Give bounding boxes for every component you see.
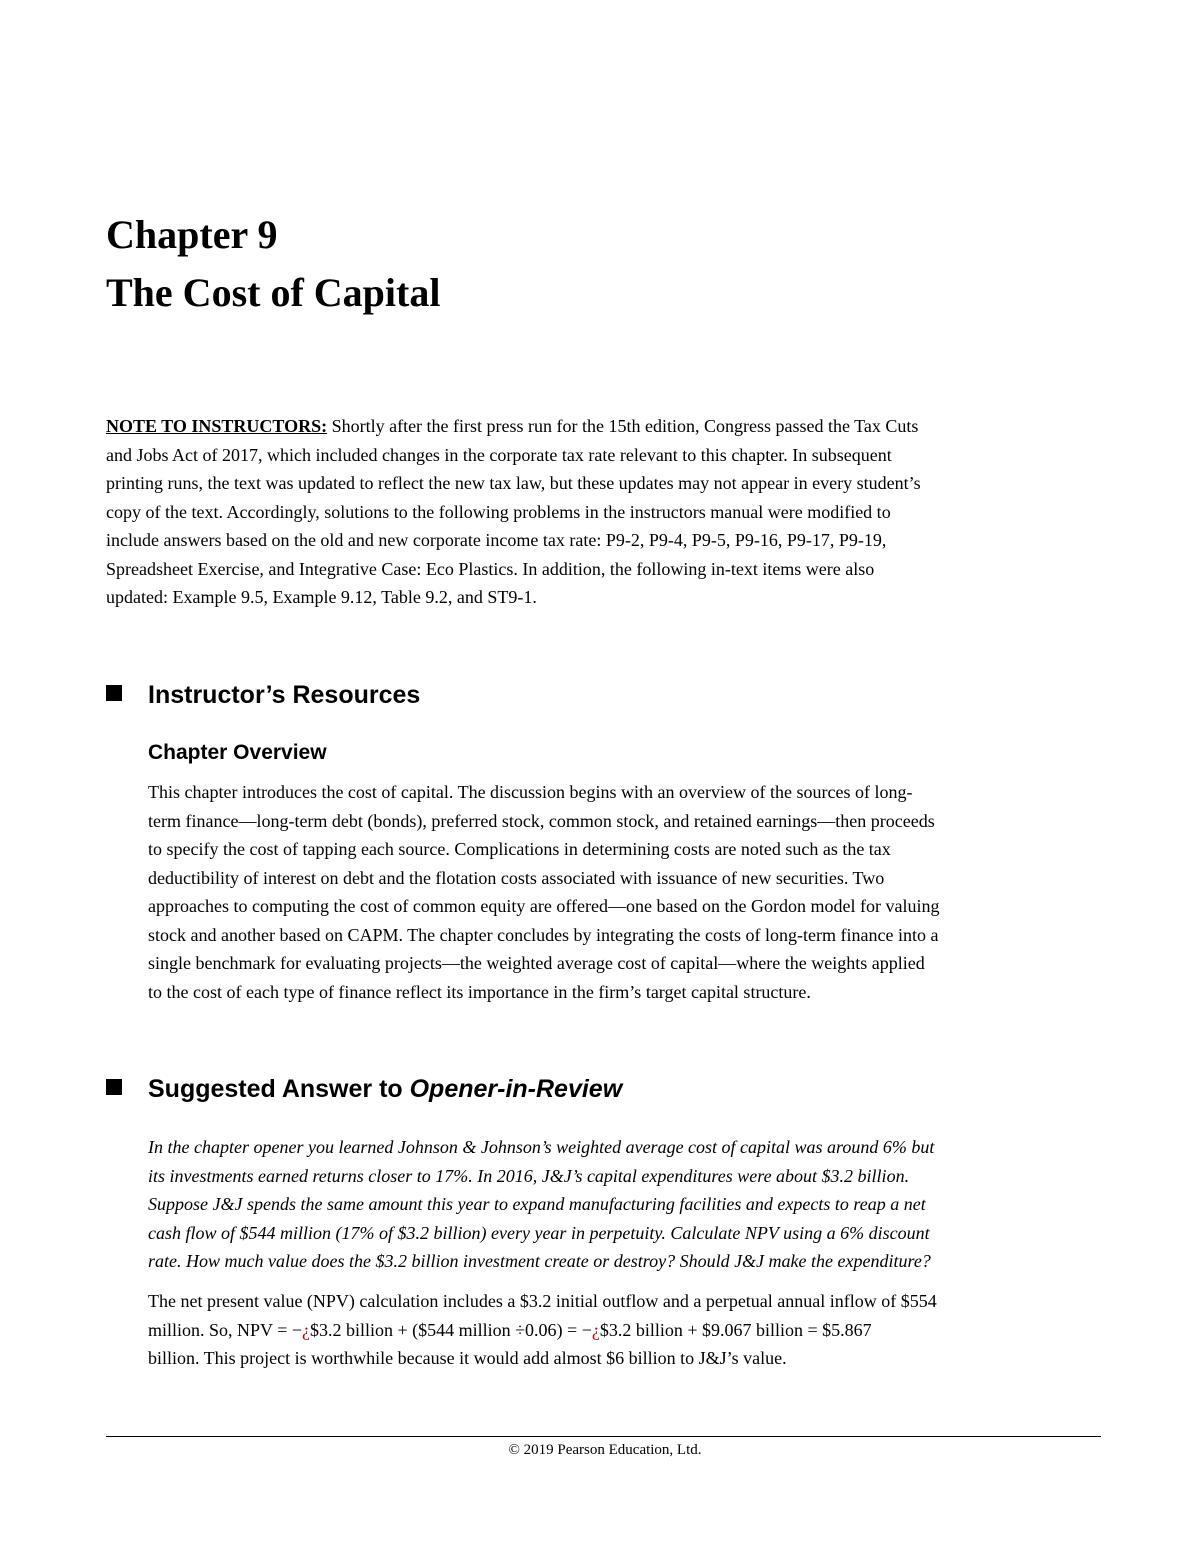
note-line: updated: Example 9.5, Example 9.12, Table 9.2, and ST9-1.	[106, 587, 537, 607]
section-heading-opener: Suggested Answer to Opener-in-Review	[106, 1074, 622, 1104]
note-line: NOTE TO INSTRUCTORS: Shortly after the first press run for the 15th edition, Congress passed the Tax Cuts	[106, 416, 919, 436]
footer-divider	[106, 1436, 1101, 1437]
note-line: include answers based on the old and new corporate income tax rate: P9-2, P9-4, P9-5, P9-16, P9-17, P9-19,	[106, 530, 887, 550]
division-expression: ÷0.06	[515, 1319, 557, 1340]
chapter-number: Chapter 9	[106, 212, 278, 257]
chapter-title	[106, 206, 440, 322]
note-line: and Jobs Act of 2017, which included changes in the corporate tax rate relevant to this chapter. In subsequent	[106, 444, 892, 465]
square-bullet-icon	[106, 1079, 122, 1095]
note-line: copy of the text. Accordingly, solutions to the following problems in the instructors manual were modified to	[106, 501, 891, 522]
minus-sign: −	[581, 1319, 592, 1340]
note-label: NOTE TO INSTRUCTORS:	[106, 416, 328, 436]
opener-answer: The net present value (NPV) calculation includes a $3.2 initial outflow and a perpetual annual inflow of $554 million. So, NPV = −¿$3.2 billion + ($544 million ÷0.06) = −¿$3.2 billion + $9.067 billion = $5.867 billion. This project is worthwhile because it would add almost $6 billion to J&J’s value.	[148, 1291, 937, 1368]
chapter-overview-heading: Chapter Overview	[148, 741, 327, 764]
note-to-instructors	[106, 412, 1106, 612]
garbled-glyph: ¿	[302, 1319, 311, 1340]
note-line: printing runs, the text was updated to reflect the new tax law, but these updates may not appear in every student’s	[106, 473, 921, 493]
chapter-name: The Cost of Capital	[106, 270, 441, 315]
opener-question: In the chapter opener you learned Johnson & Johnson’s weighted average cost of capital was around 6% but its investments earned returns closer to 17%. In 2016, J&J’s capital expenditures were about $3.2 billion. Suppose J&J spends the same amount this year to expand manufacturing facilities and expects to reap a net cash flow of $544 million (17% of $3.2 billion) every year in perpetuity. Calculate NPV using a 6% discount rate. How much value does the $3.2 billion investment create or destroy? Should J&J make the expenditure?	[148, 1137, 935, 1271]
minus-sign: −	[291, 1319, 303, 1340]
footer-copyright: © 2019 Pearson Education, Ltd.	[508, 1442, 702, 1458]
square-bullet-icon	[106, 685, 122, 701]
garbled-glyph: ¿	[591, 1319, 600, 1340]
chapter-overview-text: This chapter introduces the cost of capital. The discussion begins with an overview of the sources of long- term finance—long-term debt (bonds), preferred stock, common stock, and retained earnings—then proceeds to specify the cost of tapping each source. Complications in determining costs are noted such as the tax deductibility of interest on debt and the flotation costs associated with issuance of new securities. Two approaches to computing the cost of common equity are offered—one based on the Gordon model for valuing stock and another based on CAPM. The chapter concludes by integrating the costs of long-term finance into a single benchmark for evaluating projects—the weighted average cost of capital—where the weights applied to the cost of each type of finance reflect its importance in the firm’s target capital structure.	[148, 782, 940, 1002]
note-line: Spreadsheet Exercise, and Integrative Case: Eco Plastics. In addition, the following in-text items were also	[106, 558, 875, 579]
section-heading-resources: Instructor’s Resources	[106, 680, 420, 710]
